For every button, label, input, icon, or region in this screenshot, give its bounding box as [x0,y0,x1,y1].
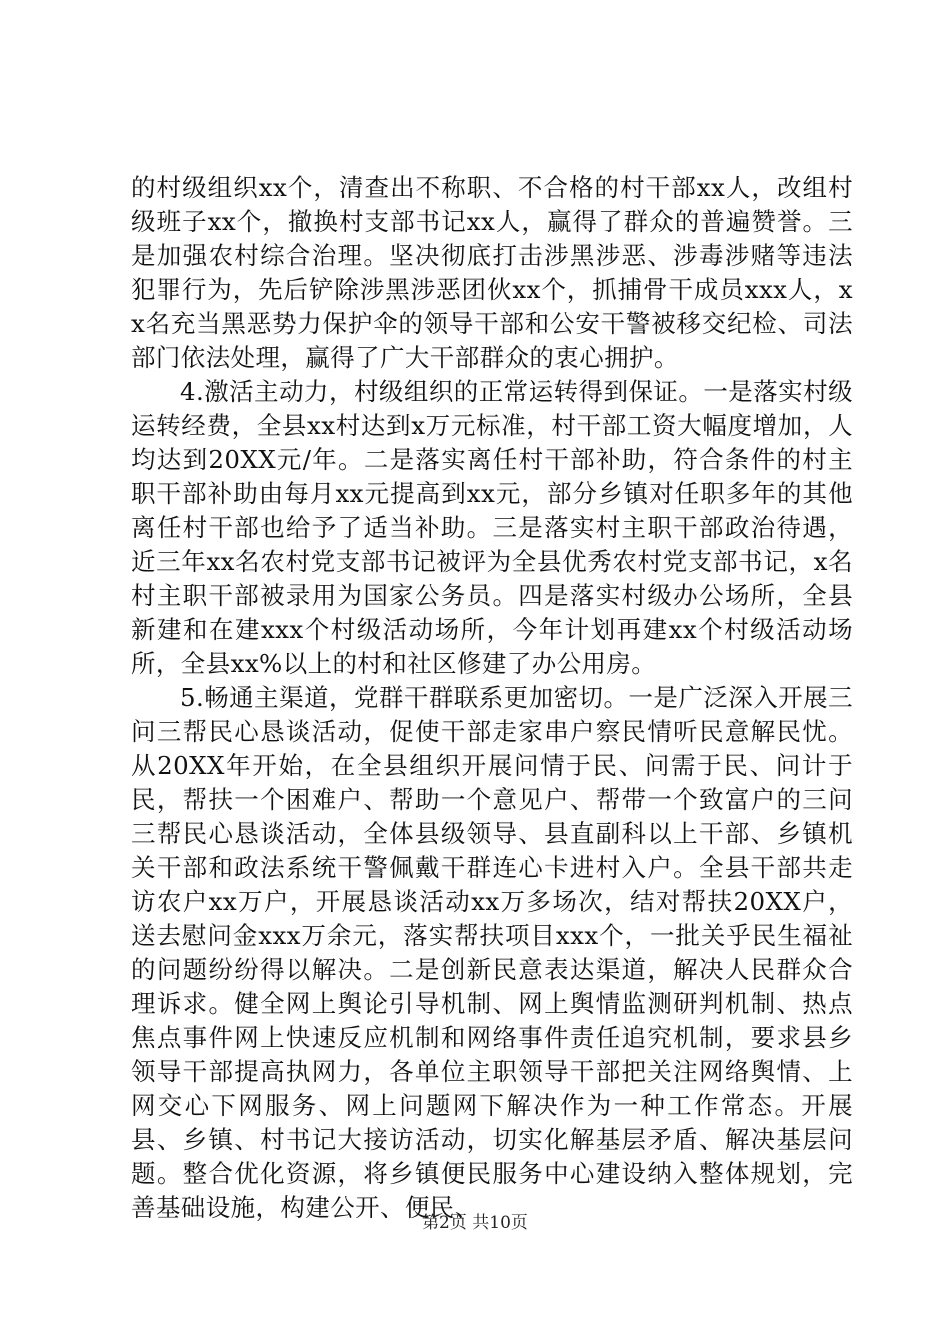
page-number-footer: 第2页 共10页 [422,1213,528,1233]
paragraph-continuation: 的村级组织xx个，清查出不称职、不合格的村干部xx人，改组村级班子xx个，撤换村支部书记xx人，赢得了群众的普遍赞誉。三是加强农村综合治理。坚决彻底打击涉黑涉恶、涉毒涉赌等违法犯罪行为，先后铲除涉黑涉恶团伙xx个，抓捕骨干成员xxx人，xx名充当黑恶势力保护伞的领导干部和公安干警被移交纪检、司法部门依法处理，赢得了广大干部群众的衷心拥护。 [131,173,853,372]
paragraph-section-4: 4.激活主动力，村级组织的正常运转得到保证。一是落实村级运转经费，全县xx村达到x万元标准，村干部工资大幅度增加，人均达到20XX元/年。二是落实离任村干部补助，符合条件的村主职干部补助由每月xx元提高到xx元，部分乡镇对任职多年的其他离任村干部也给予了适当补助。三是落实村主职干部政治待遇，近三年xx名农村党支部书记被评为全县优秀农村党支部书记，x名村主职干部被录用为国家公务员。四是落实村级办公场所，全县新建和在建xxx个村级活动场所，今年计划再建xx个村级活动场所，全县xx%以上的村和社区修建了办公用房。 [131,377,853,678]
paragraph-section-5: 5.畅通主渠道，党群干群联系更加密切。一是广泛深入开展三问三帮民心恳谈活动，促使干部走家串户察民情听民意解民忧。从20XX年开始，在全县组织开展问情于民、问需于民、问计于民，帮扶一个困难户、帮助一个意见户、帮带一个致富户的三问三帮民心恳谈活动，全体县级领导、县直副科以上干部、乡镇机关干部和政法系统干警佩戴干群连心卡进村入户。全县干部共走访农户xx万户，开展恳谈活动xx万多场次，结对帮扶20XX户，送去慰问金xxx万余元，落实帮扶项目xxx个，一批关乎民生福祉的问题纷纷得以解决。二是创新民意表达渠道，解决人民群众合理诉求。健全网上舆论引导机制、网上舆情监测研判机制、热点焦点事件网上快速反应机制和网络事件责任追究机制，要求县乡领导干部提高执网力，各单位主职领导干部把关注网络舆情、上网交心下网服务、网上问题网下解决作为一种工作常态。开展县、乡镇、村书记大接访活动，切实化解基层矛盾、解决基层问题。整合优化资源，将乡镇便民服务中心建设纳入整体规划，完善基础设施，构建公开、便民、 [131,683,853,1222]
body-text [131,171,853,1225]
